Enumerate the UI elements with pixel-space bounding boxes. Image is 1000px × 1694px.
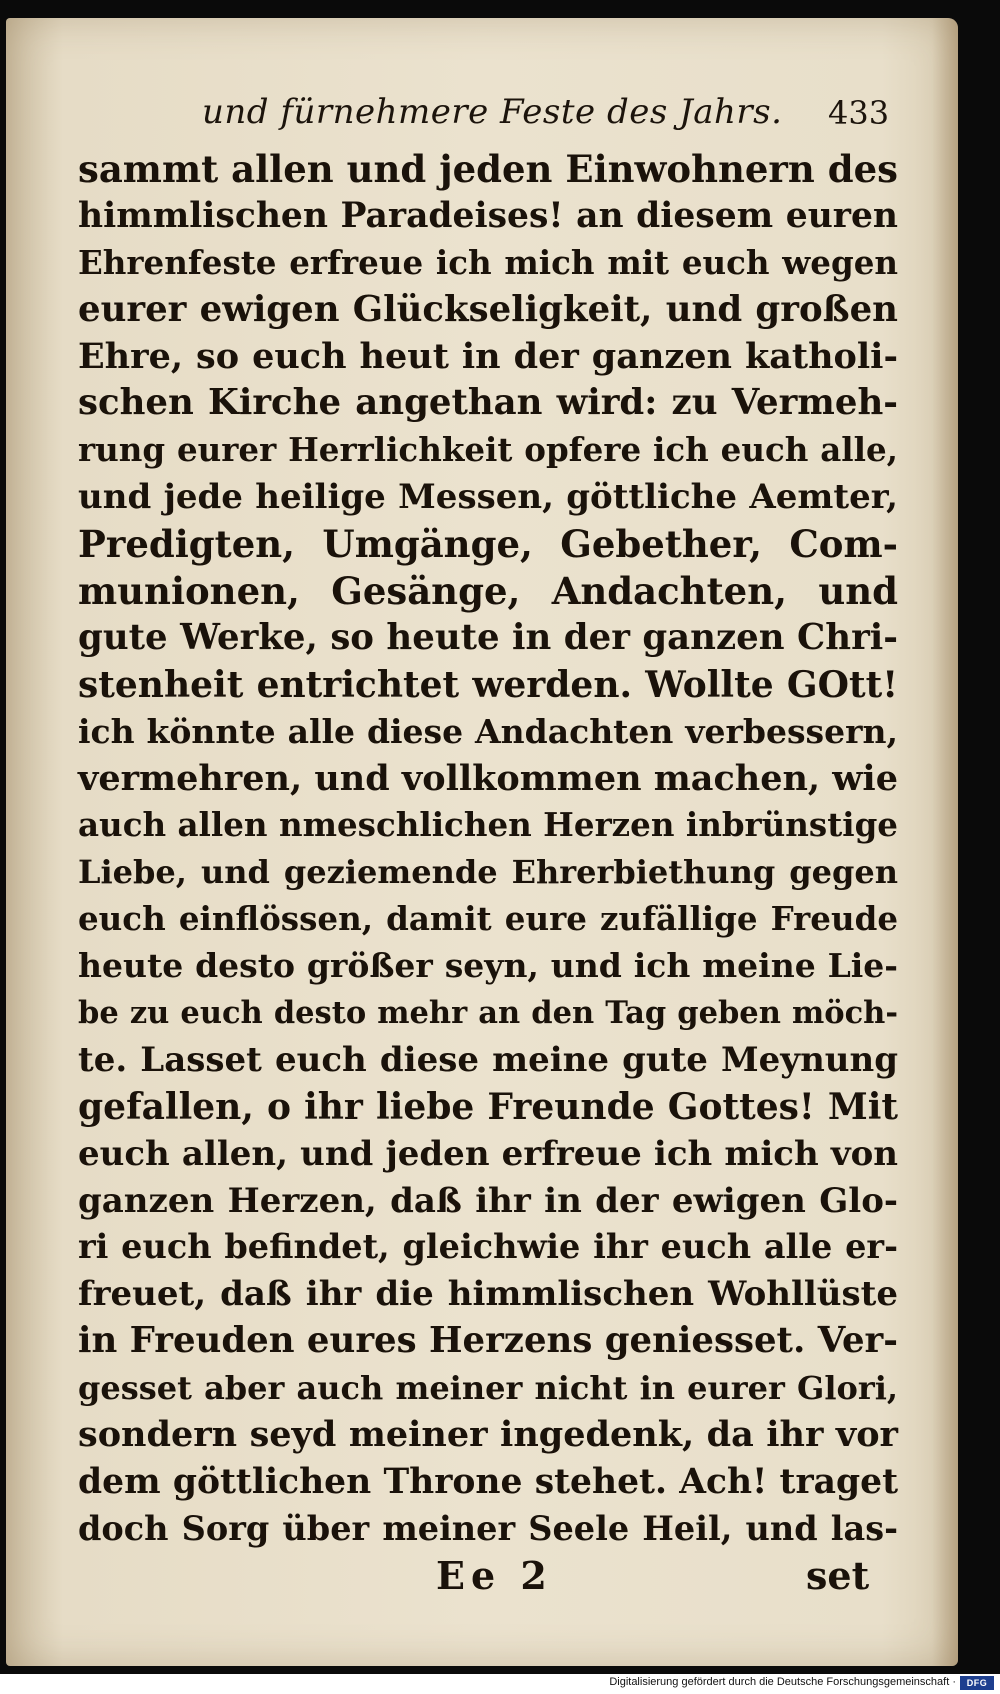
text-line: doch Sorg über meiner Seele Heil, und las- [78, 1508, 898, 1548]
text-line: auch allen nmeschlichen Herzen inbrünstige [78, 805, 898, 845]
text-line: eurer ewigen Glückseligkeit, und großen [78, 288, 898, 330]
text-line: ganzen Herzen, daß ihr in der ewigen Glo- [78, 1180, 898, 1221]
catchword: set [806, 1553, 870, 1598]
dfg-logo: DFG [960, 1676, 994, 1690]
signature-mark: Ee 2 [436, 1553, 553, 1598]
text-line: munionen, Gesänge, Andachten, und [78, 569, 898, 614]
text-line: Ehre, so euch heut in der ganzen katholi- [78, 335, 898, 377]
text-line: ri euch befindet, gleichwie ihr euch alle er- [78, 1227, 898, 1267]
body-text [78, 146, 898, 1553]
text-line: gefallen, o ihr liebe Freunde Gottes! Mit [78, 1085, 898, 1128]
text-line: in Freuden eures Herzens geniesset. Ver- [78, 1320, 898, 1362]
running-title: und fürnehmere Feste des Jahrs. [202, 92, 783, 132]
text-line: und jede heilige Messen, göttliche Aemter, [78, 477, 898, 518]
text-line: Predigten, Umgänge, Gebether, Com- [78, 522, 898, 567]
text-line: be zu euch desto mehr an den Tag geben möch- [78, 995, 898, 1032]
text-line: gesset aber auch meiner nicht in eurer Glori, [78, 1369, 898, 1408]
text-line: heute desto größer seyn, und ich meine Lie- [78, 946, 898, 986]
text-line: himmlischen Paradeises! an diesem euren [78, 195, 898, 236]
text-line: dem göttlichen Throne stehet. Ach! traget [78, 1461, 898, 1502]
text-line: sammt allen und jeden Einwohnern des [78, 147, 898, 191]
page-number: 433 [828, 94, 890, 132]
book-page [6, 18, 958, 1666]
text-line: euch einflössen, damit eure zufällige Freude [78, 899, 898, 939]
text-line: ich könnte alle diese Andachten verbessern, [78, 711, 898, 751]
text-line: Ehrenfeste erfreue ich mich mit euch wegen [78, 242, 898, 282]
text-line: euch allen, und jeden erfreue ich mich von [78, 1133, 898, 1174]
text-line: sondern seyd meiner ingedenk, da ihr vor [78, 1414, 898, 1456]
text-line: vermehren, und vollkommen machen, wie [78, 757, 898, 799]
text-line: gute Werke, so heute in der ganzen Chri- [78, 616, 898, 658]
credit-bar [0, 1674, 1000, 1694]
text-line: rung eurer Herrlichkeit opfere ich euch alle, [78, 430, 898, 470]
text-line: schen Kirche angethan wird: zu Vermeh- [78, 382, 898, 424]
text-line: te. Lasset euch diese meine gute Meynung [78, 1039, 898, 1080]
funding-credit: Digitalisierung gefördert durch die Deutsche Forschungsgemeinschaft · [609, 1676, 956, 1688]
text-line: Liebe, und geziemende Ehrerbiethung gegen [78, 853, 898, 892]
text-line: stenheit entrichtet werden. Wollte GOtt! [78, 663, 898, 706]
text-line: freuet, daß ihr die himmlischen Wohllüste [78, 1274, 898, 1315]
